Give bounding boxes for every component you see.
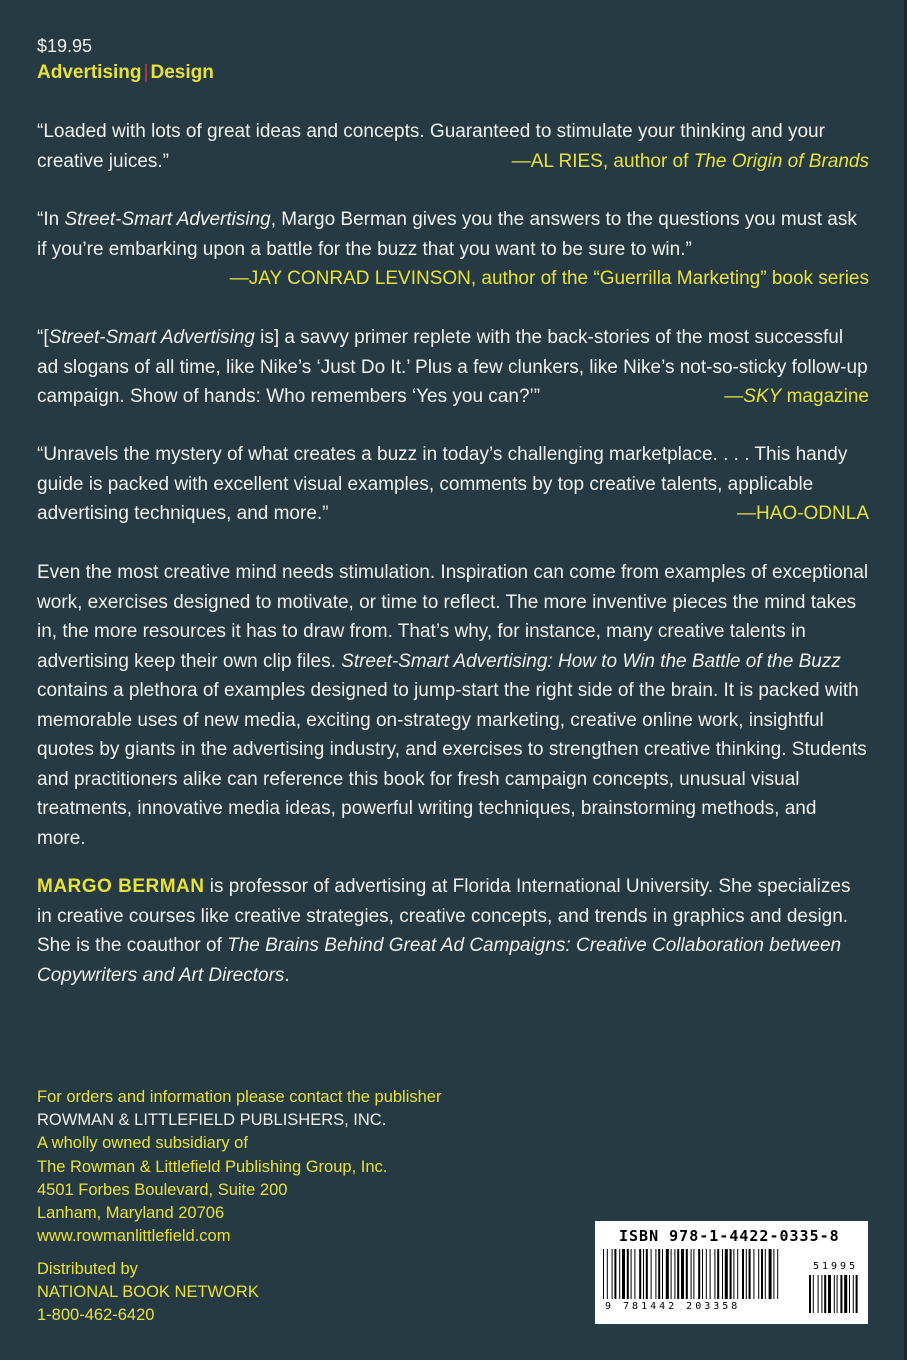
- author-bio: [37, 872, 869, 990]
- category-design: Design: [150, 62, 214, 83]
- barcode-digits: 9 781442 203358: [605, 1301, 741, 1312]
- publisher-subsidiary: A wholly owned subsidiary of: [37, 1134, 248, 1153]
- category-advertising: Advertising: [37, 62, 142, 83]
- category-labels: [37, 62, 214, 84]
- distributor-intro: Distributed by: [37, 1260, 138, 1278]
- price-code: 51995: [813, 1261, 859, 1272]
- author-bio-part2: .: [284, 964, 290, 986]
- publisher-website: www.rowmanlittlefield.com: [37, 1227, 231, 1246]
- quote-book-title: Street-Smart Advertising: [64, 209, 271, 230]
- quote-rest: , Margo Berman gives you the answers to the questions you must ask if you’re embarking upon a battle for the buzz that you want to be sure to win.”: [37, 209, 857, 260]
- attribution-prefix: —AL RIES, author of: [511, 150, 694, 172]
- attribution-magazine: SKY: [743, 386, 782, 407]
- quote-open: “[: [37, 327, 49, 348]
- author-name: MARGO BERMAN: [37, 876, 205, 897]
- publisher-intro: For orders and information please contact the publisher: [37, 1088, 442, 1106]
- quote-text: [37, 205, 869, 264]
- isbn-label: ISBN 978-1-4422-0335-8: [619, 1227, 840, 1245]
- attribution-suffix: magazine: [781, 386, 869, 407]
- quote-hao-odnla: [37, 440, 869, 529]
- publisher-name: ROWMAN & LITTLEFIELD PUBLISHERS, INC.: [37, 1111, 387, 1130]
- quote-text: [37, 323, 869, 412]
- description-book-title: Street-Smart Advertising: How to Win the Battle of the Buzz: [341, 650, 841, 672]
- description-part2: contains a plethora of examples designed to jump-start the right side of the brain. It is packed with memorable uses of new media, exciting on-strategy marketing, creative online work, insightful quotes by giants in the advertising industry, and exercises to strengthen creative thinking. Students and practitioners alike can reference this book for fresh campaign concepts, unusual visual treatments, innovative media ideas, powerful writing techniques, brainstorming methods, and more.: [37, 680, 867, 849]
- book-description: [37, 558, 869, 853]
- quote-book-title: Street-Smart Advertising: [48, 327, 255, 348]
- quote-text: “Unravels the mystery of what creates a buzz in today’s challenging marketplace. . . . This handy guide is packed with excellent visual examples, comments by top creative talents, applicable advertising techniques, and more.”: [37, 444, 848, 524]
- distributor-info: [37, 1258, 259, 1328]
- attribution-prefix: —: [724, 386, 744, 407]
- quote-attribution: [724, 382, 869, 412]
- author-bio-text: [37, 872, 869, 990]
- publisher-address1: 4501 Forbes Boulevard, Suite 200: [37, 1180, 288, 1199]
- quote-levinson: [37, 205, 869, 294]
- distributor-phone: 1-800-462-6420: [37, 1306, 155, 1325]
- price: $19.95: [37, 36, 93, 56]
- attribution-book-title: The Origin of Brands: [693, 150, 869, 172]
- quote-al-ries: [37, 117, 869, 176]
- publisher-group: The Rowman & Littlefield Publishing Group, Inc.: [37, 1157, 388, 1176]
- description-text: [37, 558, 869, 853]
- quote-rest: is] a savvy primer replete with the back-stories of the most successful ad slogans of all time, like Nike’s ‘Just Do It.’ Plus a few clunkers, like Nike’s not-so-sticky follow-up campaign. Show of hands: Who remembers ‘Yes you can?’”: [37, 327, 868, 407]
- quote-attribution: —JAY CONRAD LEVINSON, author of the “Guerrilla Marketing” book series: [229, 268, 869, 289]
- quote-text: “Loaded with lots of great ideas and concepts. Guaranteed to stimulate your thinking and your creative juices.”: [37, 121, 825, 172]
- distributor-name: NATIONAL BOOK NETWORK: [37, 1283, 259, 1302]
- quote-attribution: —HAO-ODNLA: [737, 503, 869, 524]
- quote-open: “In: [37, 209, 65, 230]
- author-coauthored-title: The Brains Behind Great Ad Campaigns: Creative Collaboration between Copywriters and Art Directors: [37, 935, 842, 986]
- category-separator: |: [143, 62, 149, 83]
- isbn-barcode: [595, 1221, 868, 1324]
- author-bio-part1: is professor of advertising at Florida International University. She specializes in creative courses like creative strategies, creative concepts, and trends in graphics and design. She is the coauthor of: [37, 876, 851, 956]
- publisher-info: [37, 1086, 441, 1248]
- description-part1: Even the most creative mind needs stimulation. Inspiration can come from examples of exceptional work, exercises designed to motivate, or time to reflect. The more inventive pieces the mind takes in, the more resources it has to draw from. That’s why, for instance, many creative talents in advertising keep their own clip files.: [37, 562, 869, 672]
- quote-sky-magazine: [37, 323, 869, 412]
- publisher-address2: Lanham, Maryland 20706: [37, 1204, 225, 1223]
